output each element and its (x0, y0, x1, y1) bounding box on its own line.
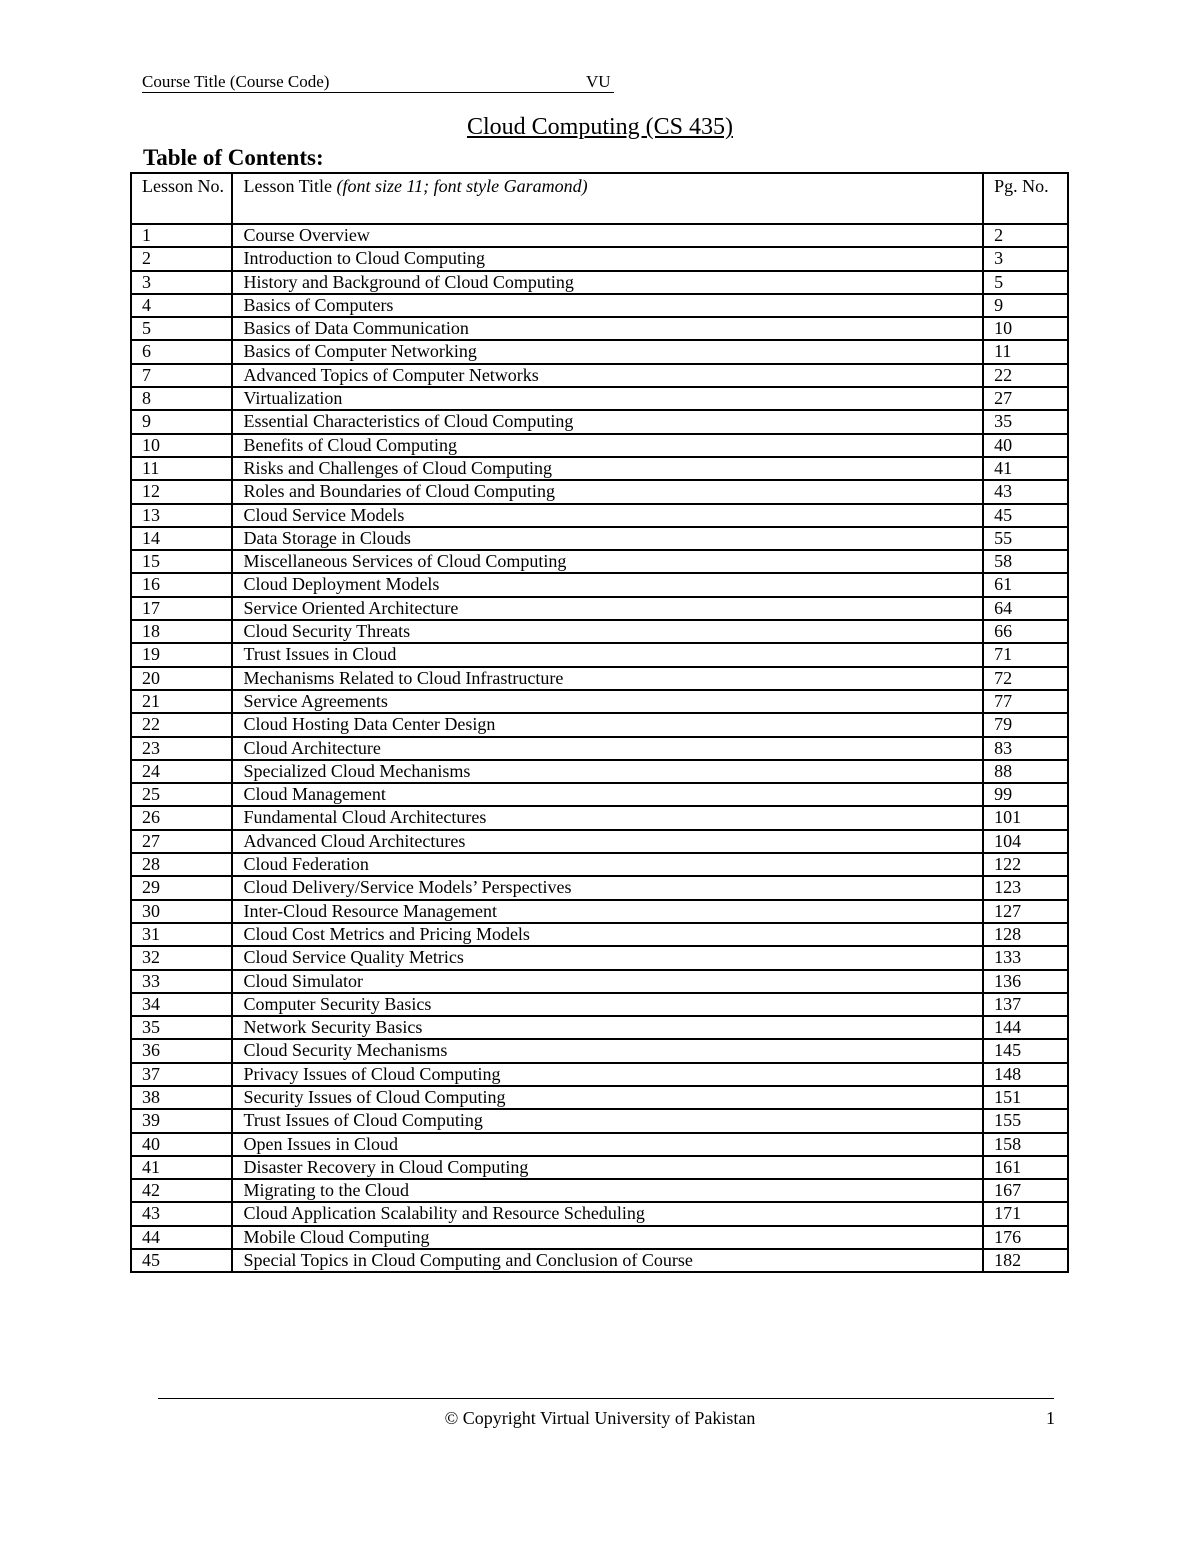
lesson-number: 35 (131, 1016, 232, 1039)
toc-row (131, 900, 1068, 923)
lesson-number: 2 (131, 247, 232, 270)
lesson-title: Basics of Computers (232, 294, 983, 317)
lesson-number: 29 (131, 876, 232, 899)
lesson-title: Mechanisms Related to Cloud Infrastructure (232, 667, 983, 690)
page-number: 171 (983, 1202, 1068, 1225)
lesson-title: Service Agreements (232, 690, 983, 713)
toc-row (131, 830, 1068, 853)
toc-row (131, 993, 1068, 1016)
toc-row (131, 294, 1068, 317)
lesson-number: 13 (131, 504, 232, 527)
lesson-title: Cloud Architecture (232, 737, 983, 760)
page-number: 104 (983, 830, 1068, 853)
header-font-note: (font size 11; font style Garamond) (336, 176, 588, 196)
lesson-number: 14 (131, 527, 232, 550)
page-number: 128 (983, 923, 1068, 946)
toc-row (131, 643, 1068, 666)
lesson-title: Data Storage in Clouds (232, 527, 983, 550)
lesson-number: 15 (131, 550, 232, 573)
page-number: 158 (983, 1133, 1068, 1156)
page-number: 11 (983, 340, 1068, 363)
page-number: 122 (983, 853, 1068, 876)
toc-row (131, 550, 1068, 573)
footer-page-number: 1 (1046, 1408, 1055, 1428)
toc-row (131, 317, 1068, 340)
page-header (142, 72, 614, 93)
lesson-number: 20 (131, 667, 232, 690)
lesson-title: Basics of Data Communication (232, 317, 983, 340)
lesson-title: Essential Characteristics of Cloud Computing (232, 410, 983, 433)
page-number: 64 (983, 597, 1068, 620)
toc-row (131, 713, 1068, 736)
lesson-number: 43 (131, 1202, 232, 1225)
lesson-title: Security Issues of Cloud Computing (232, 1086, 983, 1109)
page-number: 61 (983, 573, 1068, 596)
toc-row (131, 247, 1068, 270)
lesson-number: 27 (131, 830, 232, 853)
lesson-title: Cloud Cost Metrics and Pricing Models (232, 923, 983, 946)
toc-row (131, 620, 1068, 643)
toc-row (131, 1202, 1068, 1225)
page-number: 123 (983, 876, 1068, 899)
lesson-number: 8 (131, 387, 232, 410)
lesson-number: 36 (131, 1039, 232, 1062)
page-number: 55 (983, 527, 1068, 550)
lesson-number: 25 (131, 783, 232, 806)
lesson-title: Open Issues in Cloud (232, 1133, 983, 1156)
toc-row (131, 434, 1068, 457)
page-number: 9 (983, 294, 1068, 317)
lesson-title: History and Background of Cloud Computing (232, 271, 983, 294)
lesson-number: 33 (131, 970, 232, 993)
page-number: 40 (983, 434, 1068, 457)
lesson-number: 17 (131, 597, 232, 620)
lesson-title: Migrating to the Cloud (232, 1179, 983, 1202)
lesson-number: 22 (131, 713, 232, 736)
toc-row (131, 690, 1068, 713)
lesson-title: Fundamental Cloud Architectures (232, 806, 983, 829)
page-number: 145 (983, 1039, 1068, 1062)
page-number: 161 (983, 1156, 1068, 1179)
document-title: Cloud Computing (CS 435) (466, 114, 734, 140)
lesson-title: Computer Security Basics (232, 993, 983, 1016)
toc-row (131, 364, 1068, 387)
toc-row (131, 876, 1068, 899)
lesson-number: 21 (131, 690, 232, 713)
lesson-title: Cloud Delivery/Service Models’ Perspectives (232, 876, 983, 899)
header-page-no: Pg. No. (983, 173, 1068, 224)
page-number: 10 (983, 317, 1068, 340)
page-number: 148 (983, 1063, 1068, 1086)
toc-row (131, 387, 1068, 410)
toc-row (131, 946, 1068, 969)
lesson-number: 7 (131, 364, 232, 387)
toc-row (131, 410, 1068, 433)
toc-row (131, 923, 1068, 946)
lesson-title: Roles and Boundaries of Cloud Computing (232, 480, 983, 503)
page-number: 151 (983, 1086, 1068, 1109)
page-number: 5 (983, 271, 1068, 294)
page-number: 127 (983, 900, 1068, 923)
page-number: 83 (983, 737, 1068, 760)
lesson-number: 24 (131, 760, 232, 783)
page-number: 45 (983, 504, 1068, 527)
lesson-title: Cloud Security Threats (232, 620, 983, 643)
lesson-number: 32 (131, 946, 232, 969)
lesson-title: Cloud Deployment Models (232, 573, 983, 596)
toc-row (131, 1133, 1068, 1156)
lesson-title: Mobile Cloud Computing (232, 1226, 983, 1249)
toc-row (131, 1109, 1068, 1132)
page-number: 22 (983, 364, 1068, 387)
lesson-title: Benefits of Cloud Computing (232, 434, 983, 457)
toc-row (131, 597, 1068, 620)
lesson-number: 44 (131, 1226, 232, 1249)
toc-table (130, 172, 1069, 1273)
page-number: 71 (983, 643, 1068, 666)
toc-row (131, 271, 1068, 294)
lesson-number: 28 (131, 853, 232, 876)
page-number: 72 (983, 667, 1068, 690)
lesson-number: 41 (131, 1156, 232, 1179)
lesson-title: Advanced Cloud Architectures (232, 830, 983, 853)
page-number: 137 (983, 993, 1068, 1016)
lesson-title: Risks and Challenges of Cloud Computing (232, 457, 983, 480)
header-lesson-title-text: Lesson Title (243, 176, 332, 196)
lesson-title: Trust Issues of Cloud Computing (232, 1109, 983, 1132)
lesson-title: Virtualization (232, 387, 983, 410)
toc-row (131, 1039, 1068, 1062)
toc-row (131, 1179, 1068, 1202)
page-number: 27 (983, 387, 1068, 410)
lesson-number: 6 (131, 340, 232, 363)
toc-row (131, 1063, 1068, 1086)
lesson-title: Cloud Federation (232, 853, 983, 876)
lesson-title: Inter-Cloud Resource Management (232, 900, 983, 923)
institution-label: VU (586, 72, 611, 91)
lesson-number: 19 (131, 643, 232, 666)
toc-row (131, 783, 1068, 806)
page-number: 35 (983, 410, 1068, 433)
toc-row (131, 853, 1068, 876)
lesson-number: 38 (131, 1086, 232, 1109)
lesson-title: Network Security Basics (232, 1016, 983, 1039)
lesson-number: 9 (131, 410, 232, 433)
toc-row (131, 340, 1068, 363)
lesson-title: Advanced Topics of Computer Networks (232, 364, 983, 387)
page-number: 79 (983, 713, 1068, 736)
lesson-number: 18 (131, 620, 232, 643)
lesson-number: 23 (131, 737, 232, 760)
lesson-number: 10 (131, 434, 232, 457)
page-number: 133 (983, 946, 1068, 969)
lesson-number: 30 (131, 900, 232, 923)
toc-row (131, 806, 1068, 829)
toc-row (131, 1226, 1068, 1249)
lesson-number: 3 (131, 271, 232, 294)
lesson-title: Cloud Security Mechanisms (232, 1039, 983, 1062)
lesson-number: 45 (131, 1249, 232, 1272)
lesson-title: Trust Issues in Cloud (232, 643, 983, 666)
lesson-title: Cloud Service Models (232, 504, 983, 527)
toc-row (131, 1016, 1068, 1039)
toc-row (131, 504, 1068, 527)
lesson-number: 4 (131, 294, 232, 317)
lesson-title: Cloud Application Scalability and Resource Scheduling (232, 1202, 983, 1225)
lesson-number: 31 (131, 923, 232, 946)
toc-row (131, 527, 1068, 550)
page-number: 88 (983, 760, 1068, 783)
page-number: 2 (983, 224, 1068, 247)
toc-heading: Table of Contents: (143, 145, 324, 170)
lesson-number: 12 (131, 480, 232, 503)
header-lesson-no: Lesson No. (131, 173, 232, 224)
lesson-number: 40 (131, 1133, 232, 1156)
page-number: 99 (983, 783, 1068, 806)
lesson-number: 11 (131, 457, 232, 480)
lesson-title: Cloud Service Quality Metrics (232, 946, 983, 969)
lesson-number: 37 (131, 1063, 232, 1086)
header-lesson-title (232, 173, 983, 224)
course-title-label: Course Title (Course Code) (142, 72, 330, 91)
lesson-title: Miscellaneous Services of Cloud Computing (232, 550, 983, 573)
toc-row (131, 480, 1068, 503)
page-number: 58 (983, 550, 1068, 573)
toc-row (131, 1156, 1068, 1179)
page-number: 3 (983, 247, 1068, 270)
page-number: 41 (983, 457, 1068, 480)
lesson-number: 42 (131, 1179, 232, 1202)
lesson-number: 34 (131, 993, 232, 1016)
toc-header-row (131, 173, 1068, 224)
toc-row (131, 1086, 1068, 1109)
lesson-title: Cloud Hosting Data Center Design (232, 713, 983, 736)
lesson-number: 1 (131, 224, 232, 247)
lesson-title: Course Overview (232, 224, 983, 247)
footer-divider (158, 1398, 1054, 1399)
page-number: 144 (983, 1016, 1068, 1039)
page-number: 182 (983, 1249, 1068, 1272)
toc-row (131, 970, 1068, 993)
lesson-number: 5 (131, 317, 232, 340)
page-number: 77 (983, 690, 1068, 713)
lesson-title: Privacy Issues of Cloud Computing (232, 1063, 983, 1086)
toc-row (131, 667, 1068, 690)
footer-copyright: © Copyright Virtual University of Pakistan (444, 1408, 756, 1428)
lesson-number: 26 (131, 806, 232, 829)
toc-row (131, 224, 1068, 247)
lesson-title: Disaster Recovery in Cloud Computing (232, 1156, 983, 1179)
lesson-title: Special Topics in Cloud Computing and Conclusion of Course (232, 1249, 983, 1272)
lesson-title: Introduction to Cloud Computing (232, 247, 983, 270)
lesson-title: Cloud Simulator (232, 970, 983, 993)
page-number: 66 (983, 620, 1068, 643)
lesson-number: 39 (131, 1109, 232, 1132)
page-number: 155 (983, 1109, 1068, 1132)
toc-row (131, 760, 1068, 783)
lesson-title: Cloud Management (232, 783, 983, 806)
toc-row (131, 737, 1068, 760)
page-number: 167 (983, 1179, 1068, 1202)
page-number: 136 (983, 970, 1068, 993)
toc-row (131, 573, 1068, 596)
toc-row (131, 457, 1068, 480)
lesson-title: Specialized Cloud Mechanisms (232, 760, 983, 783)
page-number: 101 (983, 806, 1068, 829)
toc-table-body (131, 173, 1068, 1272)
page-number: 176 (983, 1226, 1068, 1249)
lesson-title: Basics of Computer Networking (232, 340, 983, 363)
toc-row (131, 1249, 1068, 1272)
lesson-number: 16 (131, 573, 232, 596)
page-number: 43 (983, 480, 1068, 503)
lesson-title: Service Oriented Architecture (232, 597, 983, 620)
